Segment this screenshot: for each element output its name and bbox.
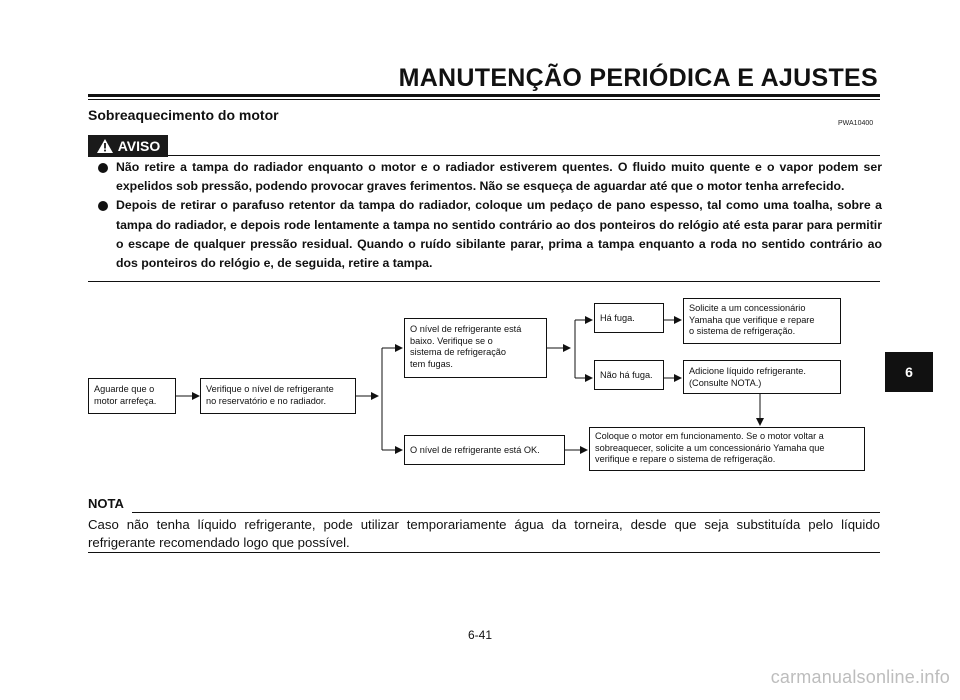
nota-end-rule	[88, 552, 880, 553]
nota-text: Caso não tenha líquido refrigerante, pode utilizar temporariamente água da torneira, desde que seja substituída pelo líquido refrigerante recomendado logo que possível.	[88, 517, 880, 550]
warning-list	[98, 158, 882, 273]
warning-end-rule	[88, 281, 880, 282]
warning-item-text: Depois de retirar o parafuso retentor da tampa do radiador, coloque um pedaço de pano espesso, tal como uma toalha, sobre a tampa do radiador, e depois rode lentamente a tampa no sentido contrário ao dos ponteiros do relógio até esta parar para permitir o escape de qualquer pressão residual. Quando o ruído sibilante parar, prima a tampa enquanto a roda no sentido contrário ao dos ponteiros do relógio e, de seguida, retire a tampa.	[116, 198, 882, 271]
flow-box-level-ok: O nível de refrigerante está OK.	[404, 435, 565, 465]
warning-label-box	[88, 135, 168, 157]
bullet-icon	[98, 201, 108, 211]
warning-item	[98, 196, 882, 273]
page-number: 6-41	[467, 628, 493, 642]
nota-rule	[132, 512, 880, 513]
flow-box-ask-dealer: Solicite a um concessionário Yamaha que verifique e repare o sistema de refrigeração.	[683, 298, 841, 344]
bullet-icon	[98, 163, 108, 173]
flow-box-no-leak: Não há fuga.	[594, 360, 664, 390]
warning-item	[98, 158, 882, 196]
page-header-title: MANUTENÇÃO PERIÓDICA E AJUSTES	[398, 64, 878, 92]
flow-box-add-coolant: Adicione líquido refrigerante. (Consulte NOTA.)	[683, 360, 841, 394]
warning-rule	[168, 155, 880, 156]
flow-box-run-engine: Coloque o motor em funcionamento. Se o motor voltar a sobreaquecer, solicite a um concessionário Yamaha que verifique e repare o sistema de refrigeração.	[589, 427, 865, 471]
chapter-tab: 6	[885, 352, 933, 392]
header-rule-thick	[88, 94, 880, 97]
warning-item-text: Não retire a tampa do radiador enquanto o motor e o radiador estiverem quentes. O fluido muito quente e o vapor podem ser expelidos sob pressão, podendo provocar graves ferimentos. Não se esqueça de aguardar até que o motor tenha arrefecido.	[116, 160, 882, 194]
section-title: Sobreaquecimento do motor	[88, 107, 279, 123]
watermark: carmanualsonline.info	[770, 667, 950, 687]
cooling-flowchart	[80, 290, 880, 490]
warning-triangle-icon	[96, 138, 114, 154]
nota-title: NOTA	[88, 496, 124, 511]
flow-box-leak: Há fuga.	[594, 303, 664, 333]
warning-label: AVISO	[117, 138, 161, 154]
flow-box-check-level: Verifique o nível de refrigerante no reservatório e no radiador.	[200, 378, 356, 414]
flow-box-level-low: O nível de refrigerante está baixo. Verifique se o sistema de refrigeração tem fugas.	[404, 318, 547, 378]
header-rule-thin	[88, 99, 880, 100]
flow-box-wait: Aguarde que o motor arrefeça.	[88, 378, 176, 414]
document-code: PWA10400	[838, 120, 874, 127]
